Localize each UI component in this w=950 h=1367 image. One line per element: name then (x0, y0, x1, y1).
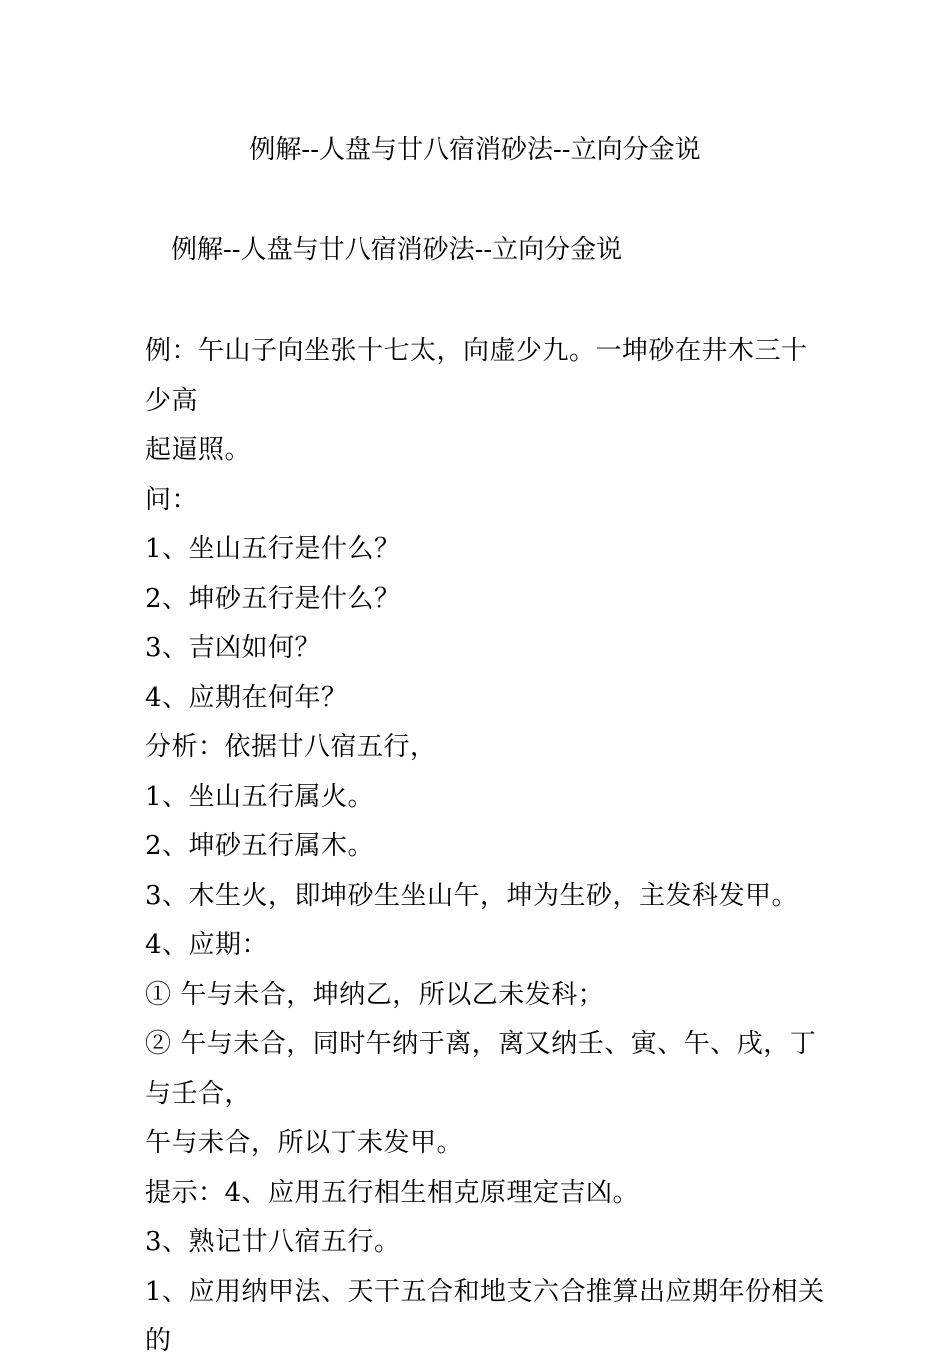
document-title: 例解--人盘与廿八宿消砂法--立向分金说 (249, 135, 701, 165)
paragraph: 提示：4、应用五行相生相克原理定吉凶。 (145, 1177, 640, 1208)
paragraph: 3、木生火，即坤砂生坐山午，坤为生砂，主发科发甲。 (145, 880, 799, 911)
paragraph: ① 午与未合，坤纳乙，所以乙未发科； (145, 979, 605, 1010)
paragraph: 问： (145, 484, 199, 515)
document-subtitle: 例解--人盘与廿八宿消砂法--立向分金说 (171, 235, 623, 265)
paragraph: 2、坤砂五行属木。 (145, 831, 375, 861)
paragraph: 例：午山子向坐张十七太，向虚少九。一坤砂在井木三十少高 (145, 336, 808, 416)
paragraph: 1、应用纳甲法、天干五合和地支六合推算出应期年份相关的 (145, 1276, 825, 1356)
paragraph: 3、吉凶如何？ (145, 633, 322, 663)
paragraph: 4、应期： (145, 930, 269, 960)
paragraph: 1、坐山五行属火。 (145, 781, 375, 812)
paragraph: 1、坐山五行是什么？ (145, 534, 401, 564)
paragraph: ② 午与未合，同时午纳于离，离又纳壬、寅、午、戌，丁与壬合， (145, 1029, 817, 1109)
paragraph: 起逼照。 (145, 435, 252, 465)
paragraph: 分析：依据廿八宿五行， (145, 732, 437, 762)
paragraph: 4、应期在何年？ (145, 682, 348, 713)
paragraph: 2、坤砂五行是什么？ (145, 583, 401, 614)
paragraph: 3、熟记廿八宿五行。 (145, 1227, 401, 1257)
document-body (145, 327, 825, 1367)
paragraph: 午与未合，所以丁未发甲。 (145, 1128, 464, 1158)
